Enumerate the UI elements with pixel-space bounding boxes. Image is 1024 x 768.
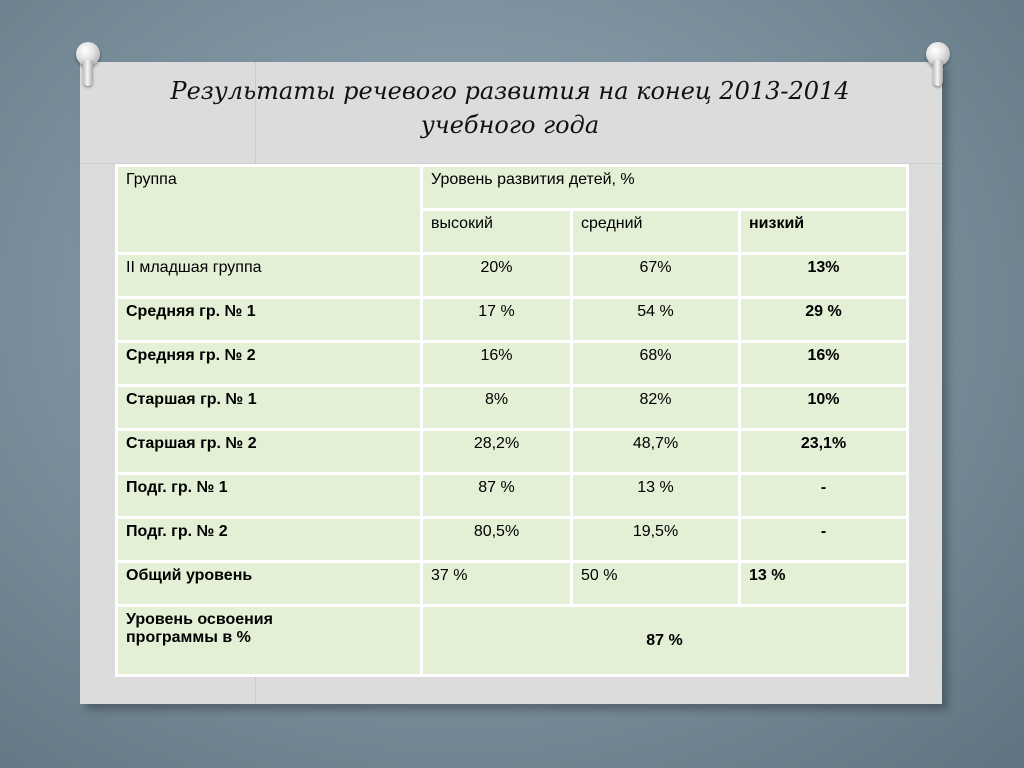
table-row xyxy=(117,386,908,430)
row-low: - xyxy=(740,474,908,518)
total-row xyxy=(117,562,908,606)
row-group: Старшая гр. № 2 xyxy=(117,430,422,474)
mastery-value: 87 % xyxy=(422,606,908,676)
pushpin-icon xyxy=(76,42,100,86)
mastery-row xyxy=(117,606,908,676)
row-low: 29 % xyxy=(740,298,908,342)
pushpin-icon xyxy=(926,42,950,86)
row-high: 20% xyxy=(422,254,572,298)
header-level: Уровень развития детей, % xyxy=(422,166,908,210)
row-group: Подг. гр. № 2 xyxy=(117,518,422,562)
title-line-2: учебного года xyxy=(420,111,600,139)
row-low: 16% xyxy=(740,342,908,386)
row-mid: 67% xyxy=(572,254,740,298)
row-group: Средняя гр. № 2 xyxy=(117,342,422,386)
table-row xyxy=(117,518,908,562)
total-low: 13 % xyxy=(740,562,908,606)
row-group: Старшая гр. № 1 xyxy=(117,386,422,430)
results-table xyxy=(115,164,909,677)
table-row xyxy=(117,430,908,474)
row-mid: 48,7% xyxy=(572,430,740,474)
mastery-label xyxy=(117,606,422,676)
row-low: 13% xyxy=(740,254,908,298)
header-group: Группа xyxy=(117,166,422,254)
table-row xyxy=(117,298,908,342)
row-mid: 19,5% xyxy=(572,518,740,562)
row-group: II младшая группа xyxy=(117,254,422,298)
row-group: Средняя гр. № 1 xyxy=(117,298,422,342)
row-mid: 13 % xyxy=(572,474,740,518)
row-mid: 68% xyxy=(572,342,740,386)
mastery-label-line-2: программы в % xyxy=(126,629,251,646)
table-row xyxy=(117,254,908,298)
row-high: 8% xyxy=(422,386,572,430)
row-high: 80,5% xyxy=(422,518,572,562)
slide-title xyxy=(100,74,920,142)
row-mid: 54 % xyxy=(572,298,740,342)
column-low: низкий xyxy=(740,210,908,254)
row-high: 16% xyxy=(422,342,572,386)
row-high: 17 % xyxy=(422,298,572,342)
column-high: высокий xyxy=(422,210,572,254)
row-low: - xyxy=(740,518,908,562)
table-row xyxy=(117,342,908,386)
total-mid: 50 % xyxy=(572,562,740,606)
row-high: 28,2% xyxy=(422,430,572,474)
row-low: 10% xyxy=(740,386,908,430)
column-mid: средний xyxy=(572,210,740,254)
total-label: Общий уровень xyxy=(117,562,422,606)
table-row xyxy=(117,474,908,518)
title-line-1: Результаты речевого развития на конец 2013-2014 xyxy=(170,77,850,105)
row-low: 23,1% xyxy=(740,430,908,474)
row-group: Подг. гр. № 1 xyxy=(117,474,422,518)
total-high: 37 % xyxy=(422,562,572,606)
mastery-label-line-1: Уровень освоения xyxy=(126,611,273,628)
row-mid: 82% xyxy=(572,386,740,430)
row-high: 87 % xyxy=(422,474,572,518)
